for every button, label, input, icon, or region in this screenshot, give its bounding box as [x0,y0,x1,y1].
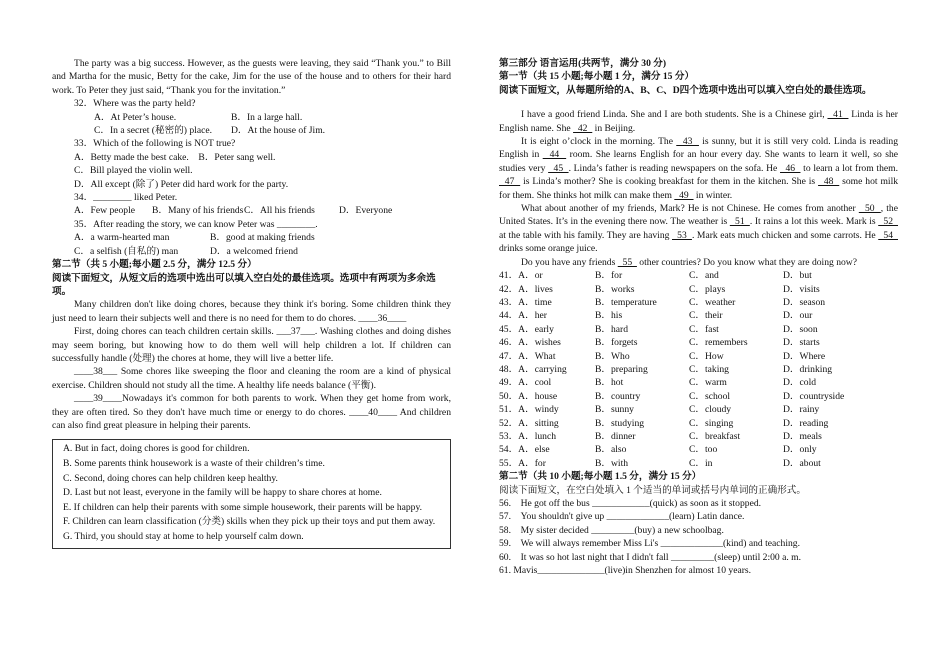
passage-paragraph: ____38___ Some chores like sweeping the floor and cleaning the room are a kind of physical exercise. Children should not study all the time. A healthy life needs balance (平衡). [52,366,451,391]
option[interactable]: C．All his friends [244,205,315,217]
answer-option[interactable]: D．visits [783,283,820,295]
box-option: A. But in fact, doing chores is good for children. [63,443,250,455]
answer-option[interactable]: B．Who [595,350,630,362]
answer-option[interactable]: B．studying [595,417,645,429]
answer-option[interactable]: D．drinking [783,363,833,375]
answer-options-table [499,269,898,470]
section-2-instructions-right: 阅读下面短文，在空白处填入 1 个适当的单词或括号内单词的正确形式。 [499,484,806,496]
cloze-text: is Linda’s mother? She is cooking breakfast for them in the kitchen. She is [520,176,819,188]
answer-row [499,376,898,389]
answer-option[interactable]: C．in [689,457,713,469]
cloze-blank: 50 [858,203,881,215]
cloze-text: , the United States. It’s in the evening there now. The weather is [499,203,898,228]
part-3-title: 第三部分 语言运用(共两节，满分 30 分) [499,58,667,69]
reading-intro: The party was a big success. However, as the guests were leaving, they said “Thank you.” to Bill and Martha for the music, Betty for the cake, Jim for the use of the house and to others for their hard work. To Peter they just said, “Thank you for the invitation.” [52,58,451,96]
answer-option[interactable]: B．sunny [595,404,634,416]
box-option: G. Third, you should stay at home to help yourself calm down. [63,530,304,542]
right-column [499,57,898,577]
answer-option[interactable]: C．and [689,270,719,282]
answer-row [499,457,898,470]
section-1-instructions: 阅读下面短文，从每题所给的A、B、C、D四个选项中选出可以填入空白处的最佳选项。 [499,84,872,96]
passage-paragraph: ____39____Nowadays it's common for both parents to work. When they get home from work, they are often tired. So they don't have much time or energy to do chores. ____40____ And children can also find great pleasure in helping their parents. [52,393,451,431]
cloze-blank: 45 [548,162,569,174]
answer-option[interactable]: 51．A．windy [499,404,559,416]
answer-option[interactable]: C．school [689,390,731,402]
cloze-blank: 43 [676,136,699,148]
answer-option[interactable]: C．taking [689,363,729,375]
cloze-text: some hot milk for them. She thinks hot milk can make them [499,176,899,201]
option[interactable]: A．At Peter’s house. [94,111,177,123]
answer-option[interactable]: D．Where [783,350,826,362]
option[interactable]: B．In a large hall. [231,111,303,123]
answer-row [499,417,898,430]
cloze-text: in Beijing. [592,122,636,134]
answer-option[interactable]: C．fast [689,323,719,335]
cloze-paragraph [499,256,898,269]
cloze-text: . Linda’s father is reading newspapers on the sofa. He [568,162,781,174]
option[interactable]: B．Many of his friends [152,205,244,217]
options-box [52,439,451,548]
cloze-text: Linda is her English name. She [499,109,899,134]
cloze-text: is sunny, but it is still very cold. Linda is reading English in [499,136,898,161]
cloze-blank: 54 [878,229,898,241]
box-option: E. If children can help their parents with some simple housework, their parents will be happy. [63,501,423,513]
answer-option[interactable]: C．plays [689,283,726,295]
answer-option[interactable]: D．rainy [783,404,820,416]
options-35-ab [52,231,451,244]
option[interactable]: D．All except (除了) Peter did hard work for the party. [74,178,289,190]
answer-option[interactable]: 52．A．sitting [499,417,559,429]
answer-row [499,336,898,349]
answer-option[interactable]: C．remembers [689,337,748,349]
option[interactable]: C．a selfish (自私的) man [74,245,179,257]
answer-option[interactable]: 50．A．house [499,390,558,402]
option[interactable]: B．good at making friends [210,232,315,244]
cloze-blank: 48 [818,176,840,188]
cloze-text: to learn a lot from them. [800,162,898,174]
passage-paragraph: First, doing chores can teach children certain skills. ___37___. Washing clothes and doing dishes may seem boring, but knowing how to do them well will help children a lot. If children can successfully handle (处理) the chores at home, they will live a better life. [52,326,451,364]
answer-row [499,403,898,416]
fill-question: 56. He got off the bus ____________(quick) as soon as it stopped. [499,498,762,509]
fill-question: 57. You shouldn't give up _____________(learn) Latin dance. [499,511,745,523]
answer-option[interactable]: B．for [595,270,623,282]
option[interactable]: A．Few people [74,205,136,217]
answer-option[interactable]: D．meals [783,430,822,442]
passage-paragraph: Many children don't like doing chores, because they think it's boring. Some children think they just need to learn their subjects well and there is no need for them to do chores. ____36____ [52,299,451,324]
answer-option[interactable]: B．dinner [595,430,636,442]
answer-option[interactable]: D．countryside [783,390,845,402]
answer-option[interactable]: C．How [689,350,724,362]
answer-option[interactable]: 55．A．for [499,457,546,469]
cloze-text: other countries? Do you know what they are doing now? [636,256,857,268]
question-35: 35．After reading the story, we can know Peter was ________. [74,218,318,230]
cloze-text: What about another of my friends, Mark? He is not Chinese. He comes from another [521,203,859,215]
answer-row [499,430,898,443]
cloze-text: drinks some orange juice. [499,243,598,255]
answer-option[interactable]: B．hot [595,377,624,389]
answer-row [499,363,898,376]
answer-option[interactable]: 54．A．else [499,444,550,456]
box-option: F. Children can learn classification (分类) skills when they pick up their toys and put them away. [63,516,436,528]
cloze-text: at the table with his family. They are having [499,229,672,241]
options-35-cd [52,245,451,258]
fill-question: 59. We will always remember Miss Li's _____________(kind) and teaching. [499,538,800,550]
answer-option[interactable]: D．soon [783,323,818,335]
fill-in-questions [499,497,898,577]
options-32-ab [52,111,451,124]
cloze-text: . Mark eats much chicken and some carrots. He [691,229,879,241]
answer-option[interactable]: D．only [783,444,817,456]
cloze-paragraph [499,108,898,135]
question-34: 34．________ liked Peter. [74,192,178,204]
cloze-blank: 44 [542,149,567,161]
answer-option[interactable]: C．their [689,310,723,322]
answer-option[interactable]: B．hard [595,323,629,335]
answer-option[interactable]: 41．A．or [499,270,543,282]
section-1-title: 第一节（共 15 小题;每小题 1 分，满分 15 分） [499,71,695,83]
option[interactable]: D．At the house of Jim. [231,125,326,137]
cloze-text: in winter. [693,189,733,201]
answer-option[interactable]: C．singing [689,417,734,429]
answer-row [499,296,898,309]
answer-option[interactable]: B．works [595,283,635,295]
section-2-instructions: 阅读下面短文，从短文后的选项中选出可以填入空白处的最佳选项。选项中有两项为多余选项。 [52,272,436,297]
answer-option[interactable]: D．season [783,296,826,308]
box-option: D. Last but not least, everyone in the family will be happy to share chores at home. [63,487,382,499]
cloze-passage [499,108,898,269]
cloze-blank: 47 [499,176,521,188]
answer-option[interactable]: D．but [783,270,812,282]
answer-option[interactable]: D．cold [783,377,817,389]
answer-option[interactable]: B．his [595,310,623,322]
cloze-blank: 51 [729,216,750,228]
cloze-blank: 49 [674,189,694,201]
answer-option[interactable]: 49．A．cool [499,377,552,389]
answer-option[interactable]: C．cloudy [689,404,732,416]
answer-option[interactable]: C．breakfast [689,430,741,442]
answer-option[interactable]: C．weather [689,296,736,308]
cloze-blank: 42 [573,122,593,134]
question-32: 32．Where was the party held? [74,98,196,110]
answer-option[interactable]: 53．A．lunch [499,430,557,442]
answer-row [499,390,898,403]
cloze-blank: 41 [827,109,849,121]
cloze-blank: 52 [878,216,899,228]
answer-option[interactable]: B．with [595,457,629,469]
options-34 [52,204,451,217]
answer-option[interactable]: 44．A．her [499,310,547,322]
answer-option[interactable]: 45．A．early [499,323,554,335]
answer-option[interactable]: 42．A．lives [499,283,553,295]
answer-option[interactable]: B．preparing [595,363,648,375]
answer-row [499,350,898,363]
cloze-text: . It rains a lot this week. Mark is [749,216,879,228]
cloze-blank: 55 [617,256,637,268]
cloze-paragraph [499,202,898,256]
section-2-title: 第二节（共 5 小题;每小题 2.5 分，满分 12.5 分） [52,259,257,271]
fill-question: 61. Mavis______________(live)in Shenzhen for almost 10 years. [499,565,752,577]
cloze-text: Do you have any friends [521,256,618,268]
cloze-text: room. She learns English for an hour every day. She wants to learn it well, so she studies very [499,149,898,174]
answer-option[interactable]: B．also [595,444,627,456]
cloze-text: I have a good friend Linda. She and I are both students. She is a Chinese girl, [521,109,828,121]
answer-option[interactable]: 43．A．time [499,296,552,308]
option[interactable]: C．In a secret (秘密的) place. [94,125,213,137]
option[interactable]: D．Everyone [339,205,393,217]
answer-option[interactable]: 46．A．wishes [499,337,561,349]
option[interactable]: D．a welcomed friend [210,245,298,257]
answer-row [499,323,898,336]
answer-option[interactable]: C．warm [689,377,727,389]
fill-question: 58. My sister decided _________(buy) a new schoolbag. [499,524,724,536]
left-column [52,57,451,549]
answer-option[interactable]: 48．A．carrying [499,363,567,375]
answer-option[interactable]: D．about [783,457,821,469]
answer-option[interactable]: B．forgets [595,337,638,349]
option[interactable]: A．a warm-hearted man [74,232,170,244]
answer-option[interactable]: D．our [783,310,813,322]
cloze-blank: 53 [672,229,692,241]
answer-row [499,309,898,322]
options-32-cd [52,124,451,137]
answer-row [499,283,898,296]
option[interactable]: A．Betty made the best cake. B．Peter sang well. [74,151,276,163]
box-option: B. Some parents think housework is a waste of their children’s time. [63,457,325,469]
answer-option[interactable]: C．too [689,444,718,456]
question-33: 33．Which of the following is NOT true? [74,138,236,150]
section-2-title-right: 第二节（共 10 小题;每小题 1.5 分，满分 15 分） [499,471,702,483]
box-option: C. Second, doing chores can help children keep healthy. [63,472,278,484]
answer-option[interactable]: B．country [595,390,641,402]
answer-option[interactable]: B．temperature [595,296,657,308]
answer-option[interactable]: D．reading [783,417,829,429]
fill-question: 60. It was so hot last night that I didn't fall _________(sleep) until 2:00 a. m. [499,551,802,563]
answer-option[interactable]: D．starts [783,337,820,349]
cloze-blank: 46 [780,162,801,174]
answer-option[interactable]: 47．A．What [499,350,556,362]
cloze-paragraph [499,135,898,202]
option[interactable]: C．Bill played the violin well. [74,165,193,177]
cloze-text: It is eight o’clock in the morning. The [521,136,677,148]
answer-row [499,443,898,456]
answer-row [499,269,898,282]
